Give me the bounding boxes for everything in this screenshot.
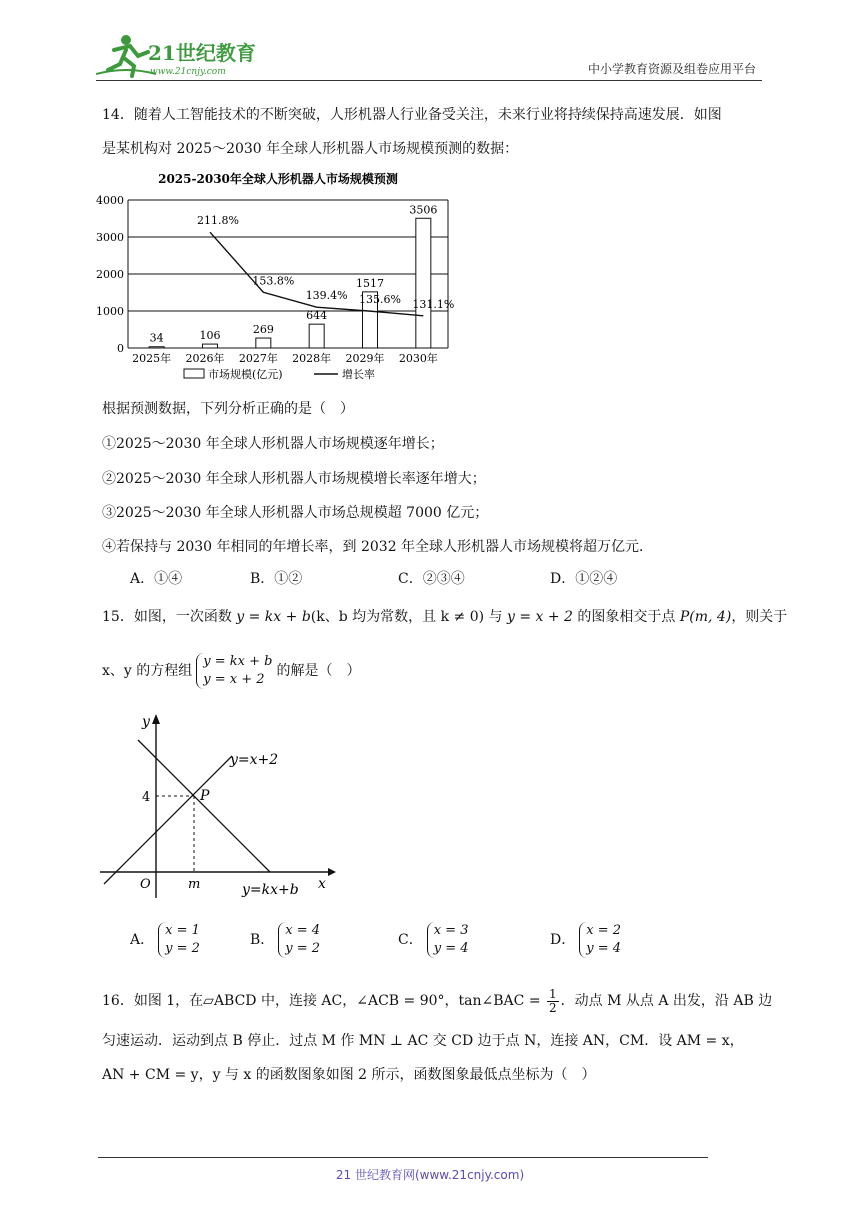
growth-rate-label-2029年: 135.6% <box>359 293 401 307</box>
q15-option-b[interactable] <box>250 922 324 958</box>
q15-text-e: x、y 的方程组 <box>102 663 193 679</box>
origin-label: O <box>140 877 151 892</box>
q16-text-b: ．动点 M 从点 A 出发，沿 AB 边 <box>560 993 773 1009</box>
bar-2027年 <box>256 338 271 348</box>
y-tick-label-0: 0 <box>117 342 124 355</box>
q15-option-a-y: y = 2 <box>165 941 200 956</box>
bar-value-label-2025年: 34 <box>149 331 164 345</box>
x-tick-label-2030年: 2030年 <box>398 352 438 365</box>
bar-2026年 <box>203 344 218 348</box>
growth-rate-label-2026年: 211.8% <box>197 214 239 228</box>
legend-bar-swatch <box>184 369 204 378</box>
q15-eq2: y = x + 2 <box>506 609 573 625</box>
line-a-label: y=x+2 <box>230 752 279 768</box>
y-tick-label-3000: 3000 <box>96 231 124 244</box>
header-divider <box>96 80 762 81</box>
bar-2025年 <box>149 347 164 348</box>
q14-option-d[interactable]: D．①②④ <box>550 571 618 587</box>
q15-sys-eq1: y = kx + b <box>203 654 273 669</box>
x-tick-label-2029年: 2029年 <box>345 352 385 365</box>
q15-option-d-x: x = 2 <box>586 923 621 938</box>
q16-line3: AN + CM = y，y 与 x 的函数图象如图 2 所示，函数图象最低点坐标为（ ） <box>102 1067 596 1083</box>
line-y-x-plus-2 <box>104 756 232 884</box>
q15-option-b-y: y = 2 <box>285 941 321 956</box>
chart-title: 2025-2030年全球人形机器人市场规模预测 <box>158 172 398 186</box>
intersection-p-label: P <box>200 788 210 804</box>
y-value-4: 4 <box>142 790 151 805</box>
bar-2028年 <box>309 324 324 348</box>
q15-option-c-system <box>427 922 469 958</box>
q14-statement-2: ②2025～2030 年全球人形机器人市场规模增长率逐年增大； <box>102 471 486 487</box>
growth-rate-label-2030年: 131.1% <box>412 297 455 311</box>
x-axis-label: x <box>318 876 326 892</box>
logo <box>96 30 256 82</box>
q14-line1: 14．随着人工智能技术的不断突破，人形机器人行业备受关注，未来行业将持续保持高速发展．如图 <box>102 107 722 123</box>
y-axis-label: y <box>142 714 150 730</box>
q14-line2: 是某机构对 2025～2030 年全球人形机器人市场规模预测的数据： <box>102 141 519 157</box>
q15-option-a-letter: A． <box>130 932 155 948</box>
x-tick-label-2027年: 2027年 <box>238 352 278 365</box>
q15-option-c-y: y = 4 <box>433 941 469 956</box>
q15-option-c[interactable] <box>398 922 473 958</box>
x-tick-label-2028年: 2028年 <box>292 352 332 365</box>
market-chart <box>90 168 460 390</box>
y-tick-label-4000: 4000 <box>96 194 124 207</box>
q15-text-d: ，则关于 <box>731 609 788 625</box>
q15-option-a-x: x = 1 <box>165 923 200 938</box>
q15-equation-system <box>196 653 272 689</box>
q15-option-d-y: y = 4 <box>586 941 622 956</box>
runner-icon <box>96 35 156 76</box>
logo-text: 21世纪教育 <box>148 41 256 65</box>
q15-option-b-system <box>278 922 320 958</box>
platform-name: 中小学教育资源及组卷应用平台 <box>587 62 756 76</box>
y-tick-label-2000: 2000 <box>96 268 124 281</box>
q14-option-a[interactable]: A．①④ <box>130 571 183 587</box>
q15-option-d-letter: D． <box>550 932 576 948</box>
q15-option-c-letter: C． <box>398 932 423 948</box>
footer-text: 21 世纪教育网(www.21cnjy.com) <box>335 1168 525 1182</box>
bar-value-label-2028年: 644 <box>306 309 328 323</box>
bar-value-label-2030年: 3506 <box>409 203 438 217</box>
q15-option-b-letter: B． <box>250 932 275 948</box>
q14-statement-3: ③2025～2030 年全球人形机器人市场总规模超 7000 亿元； <box>102 505 489 521</box>
bar-value-label-2026年: 106 <box>199 329 221 343</box>
x-axis-arrow-icon <box>328 868 336 876</box>
x-tick-label-2025年: 2025年 <box>132 352 172 365</box>
q14-stem: 根据预测数据，下列分析正确的是（ ） <box>102 401 354 417</box>
q15-text-a: 15．如图，一次函数 <box>102 609 237 625</box>
q16-fraction <box>547 988 559 1015</box>
legend-bar-label: 市场规模(亿元) <box>208 368 283 381</box>
q15-option-c-x: x = 3 <box>433 923 469 938</box>
q15-point: P(m, 4) <box>679 609 732 625</box>
m-label: m <box>188 877 201 892</box>
q15-eq1: y = kx + b <box>236 609 311 625</box>
line-b-label: y=kx+b <box>242 882 299 898</box>
q14-statement-4: ④若保持与 2030 年相同的年增长率，到 2032 年全球人形机器人市场规模将超万亿元． <box>102 539 654 555</box>
q15-text-b: (k、b 均为常数，且 k ≠ 0) 与 <box>310 609 507 625</box>
q15-function-graph <box>96 712 346 902</box>
y-axis-arrow-icon <box>152 714 160 724</box>
x-tick-label-2026年: 2026年 <box>185 352 225 365</box>
legend-line-label: 增长率 <box>342 368 375 381</box>
q15-line1 <box>102 606 788 628</box>
q15-text-f: 的解是（ ） <box>276 663 361 679</box>
bar-value-label-2027年: 269 <box>252 323 274 337</box>
q14-option-b[interactable]: B．①② <box>250 571 303 587</box>
q16-line1 <box>102 986 773 1016</box>
growth-rate-label-2028年: 139.4% <box>305 289 348 303</box>
footer-divider <box>98 1157 708 1158</box>
growth-rate-label-2027年: 153.8% <box>252 274 295 288</box>
q15-option-d[interactable] <box>550 922 625 958</box>
q16-fraction-den: 2 <box>549 1000 557 1015</box>
q16-text-a: 16．如图 1，在▱ABCD 中，连接 AC，∠ACB = 90°，tan∠BAC = <box>102 993 546 1009</box>
bar-2030年 <box>416 218 431 348</box>
q15-option-a[interactable] <box>130 922 204 958</box>
q16-line2: 匀速运动．运动到点 B 停止．过点 M 作 MN ⊥ AC 交 CD 边于点 N，连接 AN，CM．设 AM = x， <box>102 1033 744 1049</box>
logo-url: www.21cnjy.com <box>150 67 226 77</box>
q14-statement-1: ①2025～2030 年全球人形机器人市场规模逐年增长； <box>102 436 444 452</box>
q15-option-a-system <box>158 922 200 958</box>
q15-option-b-x: x = 4 <box>285 923 321 938</box>
q15-line2 <box>102 652 764 690</box>
q14-option-c[interactable]: C．②③④ <box>398 571 465 587</box>
q15-sys-eq2: y = x + 2 <box>203 672 265 687</box>
q15-option-d-system <box>579 922 621 958</box>
q15-text-c: 的图象相交于点 <box>572 609 680 625</box>
q16-fraction-num: 1 <box>549 986 557 1001</box>
y-tick-label-1000: 1000 <box>96 305 124 318</box>
bar-value-label-2029年: 1517 <box>356 276 384 290</box>
